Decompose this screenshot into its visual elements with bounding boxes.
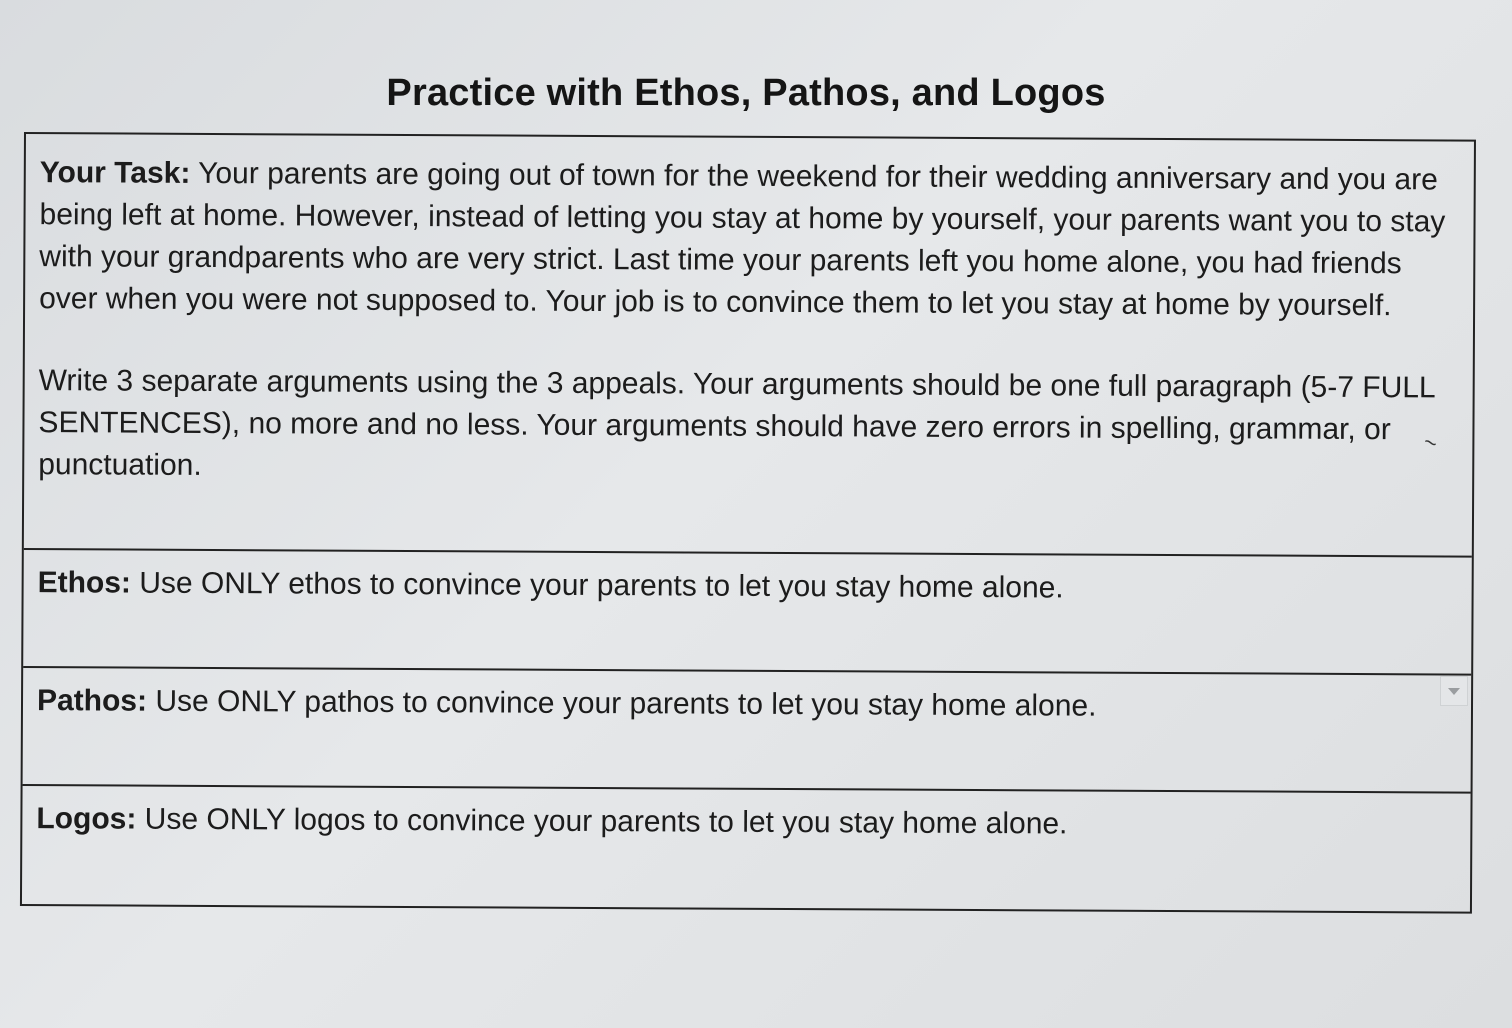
pathos-label: Pathos: (36, 684, 148, 718)
task-label: Your Task: (39, 156, 191, 190)
page-title: Practice with Ethos, Pathos, and Logos (386, 72, 1106, 114)
logos-prompt (36, 798, 1456, 847)
logos-text: Use ONLY logos to convince your parents to let you stay home alone. (136, 802, 1068, 841)
ethos-label: Ethos: (37, 566, 132, 600)
ethos-prompt (38, 562, 1458, 611)
assignment-table (20, 132, 1476, 914)
logos-cell[interactable] (22, 786, 1471, 912)
text-cursor-icon: ~ (1420, 428, 1441, 457)
logos-label: Logos: (36, 802, 137, 836)
task-paragraph (39, 152, 1460, 327)
pathos-cell[interactable] (23, 668, 1472, 794)
pathos-prompt (37, 680, 1457, 729)
instructions-paragraph: Write 3 separate arguments using the 3 appeals. Your arguments should be one full paragraph (5-7 FULL SENTENCES), no more and no less. Your arguments should have zero errors in spelling, grammar, or punctuation. (38, 364, 1435, 482)
task-cell[interactable] (24, 134, 1474, 558)
ethos-cell[interactable] (23, 550, 1472, 676)
pathos-text: Use ONLY pathos to convince your parents to let you stay home alone. (146, 684, 1097, 723)
ethos-text: Use ONLY ethos to convince your parents to let you stay home alone. (130, 566, 1064, 605)
dropdown-arrow-icon[interactable] (1440, 676, 1468, 706)
task-text: Your parents are going out of town for the weekend for their wedding anniversary and you are being left at home. However, instead of letting you stay at home by yourself, your parents want you to stay with your grandparents who are very strict. Last time your parents left you home alone, you had friends over when you were not supposed to. Your job is to convince them to let you stay at home by yourself. (39, 156, 1446, 323)
